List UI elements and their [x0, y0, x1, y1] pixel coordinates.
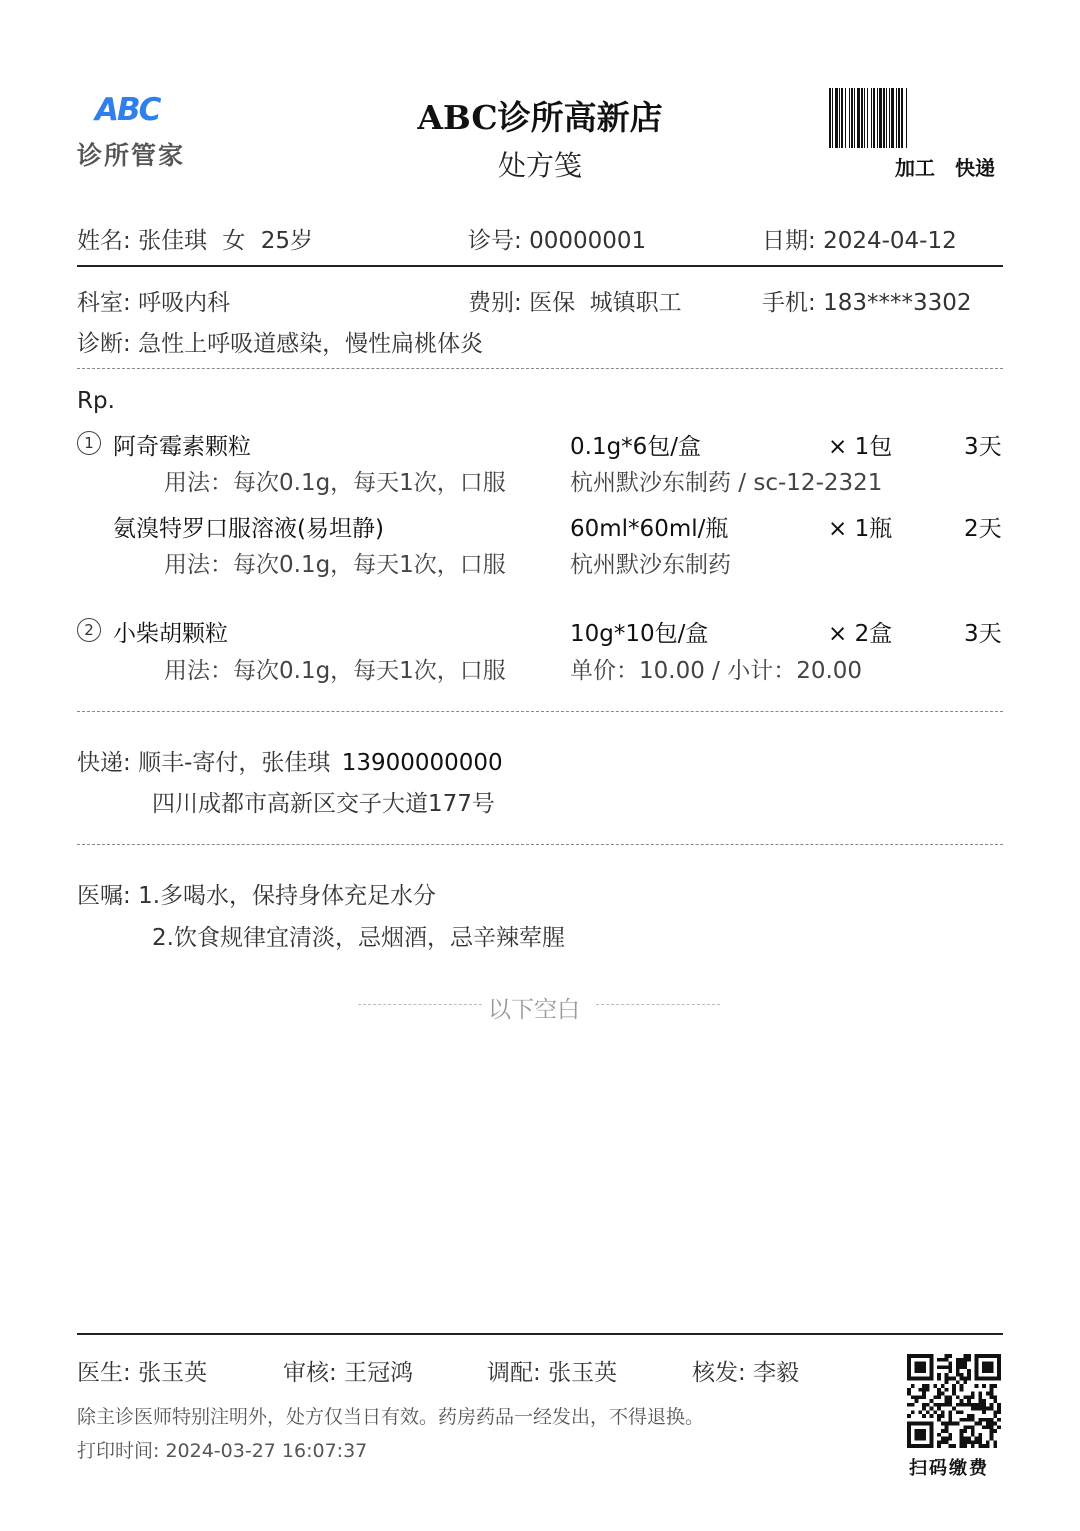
delivery-row [77, 744, 503, 777]
fee-type: 医保 城镇职工 [529, 290, 682, 316]
fee-type-row [468, 284, 682, 317]
diagnosis: 急性上呼吸道感染，慢性扁桃体炎 [138, 331, 484, 357]
patient-phone: 183****3302 [823, 290, 972, 316]
patient-gender: 女 [222, 228, 246, 254]
visit-label: 诊号: [468, 228, 522, 254]
validity-notice: 除主诊医师特别注明外，处方仅当日有效。药房药品一经发出，不得退换。 [77, 1406, 705, 1428]
advice-label: 医嘱: [77, 883, 131, 909]
fee-label: 费别: [468, 290, 522, 316]
header-divider [77, 265, 1003, 267]
tag-processing: 加工 [895, 156, 935, 180]
dispenser-name: 张玉英 [548, 1360, 618, 1386]
dispenser-signature [487, 1354, 617, 1387]
patient-age: 25岁 [260, 228, 313, 254]
logo-brand: ABC [95, 92, 160, 128]
name-label: 姓名: [77, 228, 131, 254]
drug-spec: 60ml*60ml/瓶 [570, 516, 729, 542]
item-number-badge: 2 [77, 618, 101, 642]
patient-name: 张佳琪 [138, 228, 208, 254]
review-label: 审核: [283, 1360, 337, 1386]
clinic-name: ABC诊所高新店 [417, 98, 663, 137]
item-number-badge: 1 [77, 431, 101, 455]
phone-label: 手机: [762, 290, 816, 316]
visit-date: 2024-04-12 [823, 228, 957, 254]
patient-name-row [77, 222, 313, 255]
doctor-signature [77, 1354, 207, 1387]
visit-number-row [468, 222, 646, 255]
drug-quantity: × 1包 [828, 434, 893, 460]
blank-dash-right [596, 1004, 720, 1005]
qr-label: 扫码缴费 [909, 1458, 989, 1479]
footer-divider [77, 1333, 1003, 1335]
drug-spec: 10g*10包/盒 [570, 621, 709, 647]
visit-number: 00000001 [529, 228, 647, 254]
print-time-label: 打印时间: [77, 1440, 160, 1462]
drug-price: 单价：10.00 / 小计：20.00 [570, 658, 863, 684]
tag-delivery: 快递 [955, 156, 995, 180]
department: 呼吸内科 [138, 290, 231, 316]
document-type: 处方笺 [497, 149, 582, 182]
issue-label: 核发: [692, 1360, 746, 1386]
phone-row [762, 284, 972, 317]
issuer-name: 李毅 [753, 1360, 800, 1386]
delivery-phone: 13900000000 [341, 750, 503, 776]
section-divider [77, 368, 1003, 369]
drug-usage: 用法：每次0.1g，每天1次，口服 [164, 470, 506, 496]
blank-marker: 以下空白 [488, 997, 580, 1023]
date-label: 日期: [762, 228, 816, 254]
drug-name: 阿奇霉素颗粒 [113, 434, 251, 460]
barcode [829, 88, 1008, 148]
payment-qr-code[interactable] [907, 1354, 1001, 1448]
blank-dash-left [358, 1004, 482, 1005]
section-divider [77, 711, 1003, 712]
print-time-row [77, 1436, 367, 1463]
section-divider [77, 844, 1003, 845]
delivery-carrier: 顺丰-寄付，张佳琪 [138, 750, 331, 776]
dispense-label: 调配: [487, 1360, 541, 1386]
advice-row [77, 877, 436, 910]
drug-quantity: × 1瓶 [828, 516, 893, 542]
diagnosis-row [77, 325, 483, 358]
logo-subtitle: 诊所管家 [77, 141, 186, 170]
doctor-label: 医生: [77, 1360, 131, 1386]
advice-line: 1.多喝水，保持身体充足水分 [138, 883, 437, 909]
delivery-address: 四川成都市高新区交子大道177号 [152, 791, 495, 817]
drug-days: 3天 [964, 434, 1002, 460]
department-row [77, 284, 230, 317]
drug-name: 氨溴特罗口服溶液(易坦静) [113, 516, 384, 542]
drug-usage: 用法：每次0.1g，每天1次，口服 [164, 552, 506, 578]
diagnosis-label: 诊断: [77, 331, 131, 357]
order-tags [895, 152, 995, 181]
advice-line: 2.饮食规律宜清淡，忌烟酒，忌辛辣荤腥 [152, 925, 565, 951]
print-time: 2024-03-27 16:07:37 [165, 1440, 368, 1462]
reviewer-name: 王冠鸿 [344, 1360, 414, 1386]
rp-label: Rp. [77, 388, 115, 414]
issuer-signature [692, 1354, 799, 1387]
date-row [762, 222, 957, 255]
dept-label: 科室: [77, 290, 131, 316]
drug-spec: 0.1g*6包/盒 [570, 434, 702, 460]
drug-days: 3天 [964, 621, 1002, 647]
delivery-label: 快递: [77, 750, 131, 776]
drug-usage: 用法：每次0.1g，每天1次，口服 [164, 658, 506, 684]
drug-manufacturer: 杭州默沙东制药 / sc-12-2321 [570, 470, 883, 496]
drug-name: 小柴胡颗粒 [113, 621, 228, 647]
drug-days: 2天 [964, 516, 1002, 542]
drug-quantity: × 2盒 [828, 621, 893, 647]
doctor-name: 张玉英 [138, 1360, 208, 1386]
reviewer-signature [283, 1354, 413, 1387]
drug-manufacturer: 杭州默沙东制药 [570, 552, 731, 578]
